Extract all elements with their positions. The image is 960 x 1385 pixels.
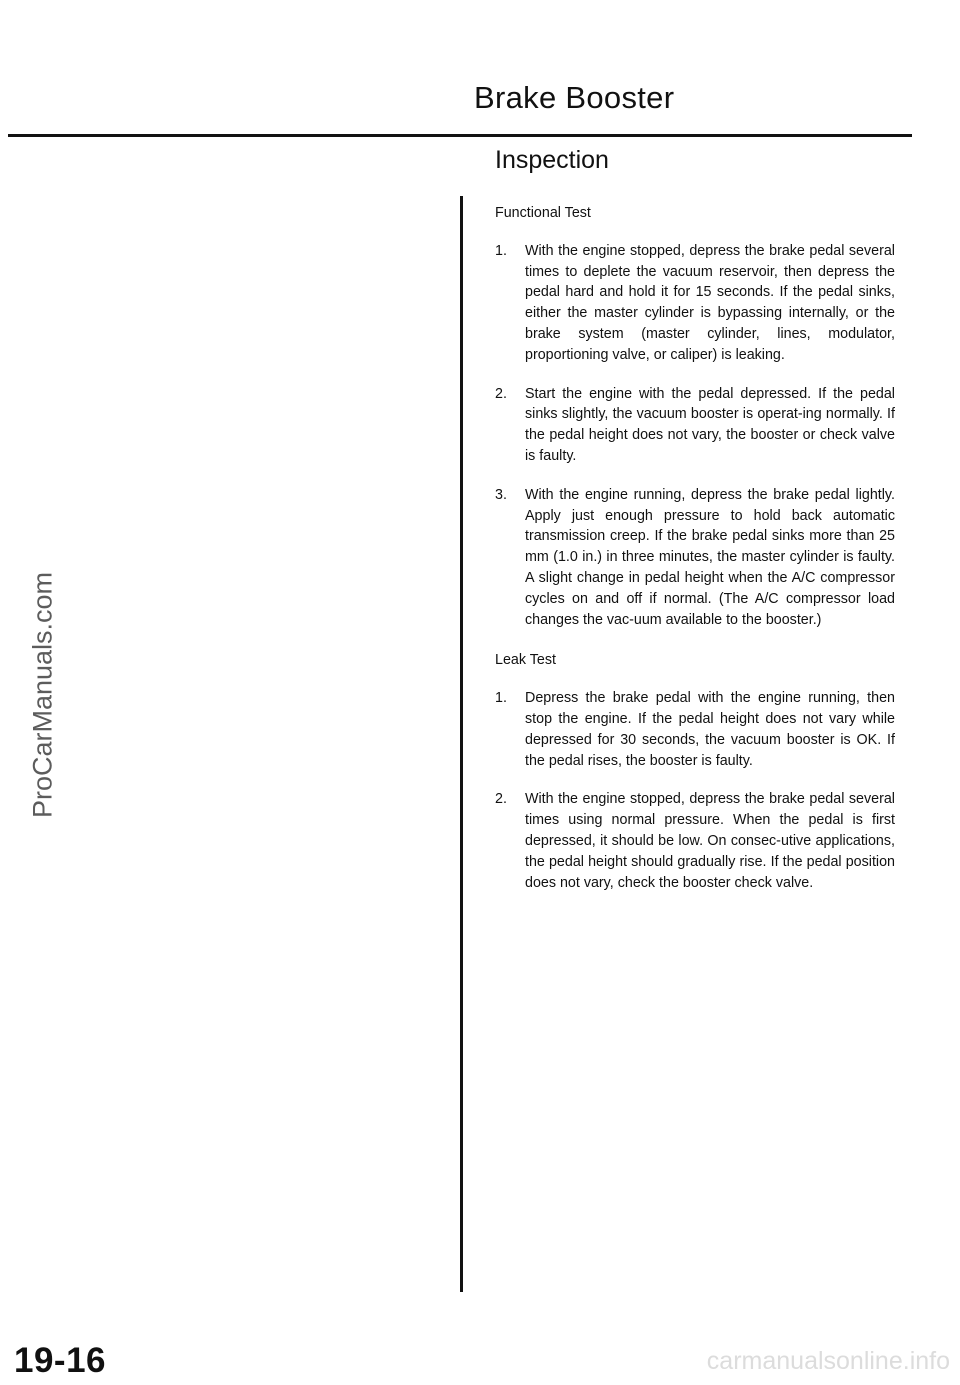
step-text: With the engine stopped, depress the brake pedal several times using normal pressure. When the pedal is first depressed, it should be low. On consec-utive applications, the pedal height should gradually rise. If the pedal position does not vary, check the booster check valve. xyxy=(525,791,895,891)
page-title: Brake Booster xyxy=(474,80,675,115)
functional-test-steps xyxy=(495,241,895,631)
functional-step-1 xyxy=(495,241,895,366)
step-number: 3. xyxy=(495,486,507,503)
step-text: With the engine running, depress the brake pedal lightly. Apply just enough pressure to hold back automatic transmission creep. If the brake pedal sinks more than 25 mm (1.0 in.) in three minutes, the master cylinder is faulty. A slight change in pedal height when the A/C compressor cycles on and off if normal. (The A/C compressor load changes the vac-uum available to the booster.) xyxy=(525,486,895,628)
step-text: With the engine stopped, depress the brake pedal several times to deplete the vacuum reservoir, then depress the pedal hard and hold it for 15 seconds. If the pedal sinks, either the master cylinder is bypassing internally, or the brake system (master cylinder, lines, modulator, proportioning valve, or caliper) is leaking. xyxy=(525,242,895,363)
step-text: Depress the brake pedal with the engine running, then stop the engine. If the pedal height does not vary while depressed for 30 seconds, the vacuum booster is OK. If the pedal rises, the booster is faulty. xyxy=(525,690,895,769)
step-number: 2. xyxy=(495,791,507,808)
title-divider xyxy=(8,134,912,137)
column-divider xyxy=(460,196,463,1292)
step-text: Start the engine with the pedal depressed. If the pedal sinks slightly, the vacuum booster is operat-ing normally. If the pedal height does not vary, the booster or check valve is faulty. xyxy=(525,385,895,464)
inspection-content xyxy=(495,203,895,911)
leak-test-heading: Leak Test xyxy=(495,652,556,669)
functional-test-heading: Functional Test xyxy=(495,205,591,221)
functional-step-2 xyxy=(495,384,895,467)
page-number: 19-16 xyxy=(14,1341,107,1380)
watermark-text: ProCarManuals.com xyxy=(27,571,58,819)
footer-site-watermark: carmanualsonline.info xyxy=(706,1347,950,1375)
step-number: 1. xyxy=(495,690,507,707)
step-number: 2. xyxy=(495,385,507,402)
functional-step-3 xyxy=(495,485,895,631)
section-title: Inspection xyxy=(495,146,609,174)
leak-test-steps xyxy=(495,688,895,893)
leak-step-1 xyxy=(495,688,895,771)
step-number: 1. xyxy=(495,242,507,259)
leak-step-2 xyxy=(495,789,895,893)
